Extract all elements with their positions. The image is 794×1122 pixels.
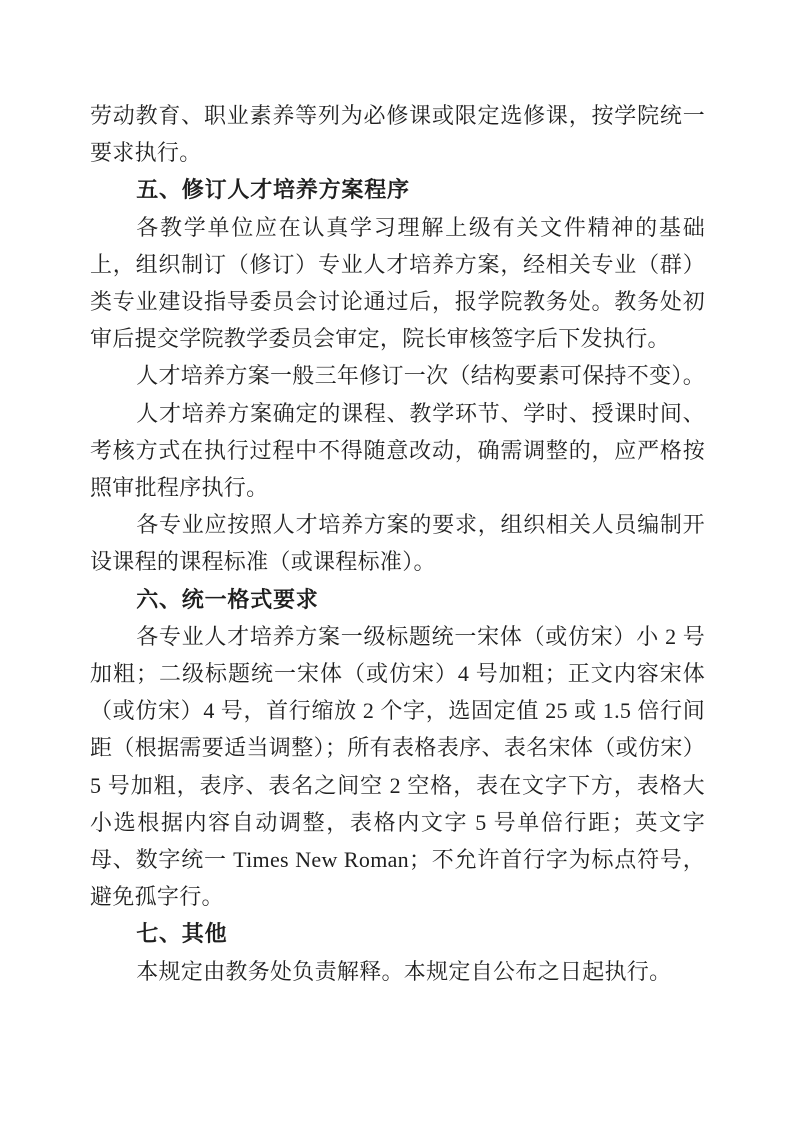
paragraph-revision-cycle: 人才培养方案一般三年修订一次（结构要素可保持不变）。 <box>136 363 705 389</box>
section-heading-7-others: 七、其他 <box>136 921 228 947</box>
paragraph-continuation: 劳动教育、职业素养等列为必修课或限定选修课，按学院统一要求执行。 <box>90 103 705 166</box>
paragraph-revision-process: 各教学单位应在认真学习理解上级有关文件精神的基础上，组织制订（修订）专业人才培养方案，经相关专业（群）类专业建设指导委员会讨论通过后，报学院教务处。教务处初审后提交学院教学委员会审定，院长审核签字后下发执行。 <box>90 214 705 352</box>
paragraph-course-standards: 各专业应按照人才培养方案的要求，组织相关人员编制开设课程的课程标准（或课程标准）。 <box>90 512 705 575</box>
paragraph-interpretation-effective-date: 本规定由教务处负责解释。本规定自公布之日起执行。 <box>136 958 672 984</box>
section-heading-6-format-requirements: 六、统一格式要求 <box>136 586 319 612</box>
paragraph-no-arbitrary-changes: 人才培养方案确定的课程、教学环节、学时、授课时间、考核方式在执行过程中不得随意改动，确需调整的，应严格按照审批程序执行。 <box>90 400 705 501</box>
section-heading-5-revision-procedure: 五、修订人才培养方案程序 <box>136 177 410 203</box>
paragraph-format-details: 各专业人才培养方案一级标题统一宋体（或仿宋）小 2 号加粗；二级标题统一宋体（或仿宋）4 号加粗；正文内容宋体（或仿宋）4 号，首行缩放 2 个字，选固定值 25 或 1.5 倍行间距（根据需要适当调整）；所有表格表序、表名宋体（或仿宋）5 号加粗，表序、表名之间空 2 空格，表在文字下方，表格大小选根据内容自动调整，表格内文字 5 号单倍行距；英文字母、数字统一 Times New Roman；不允许首行字为标点符号，避免孤字行。 <box>90 623 705 910</box>
